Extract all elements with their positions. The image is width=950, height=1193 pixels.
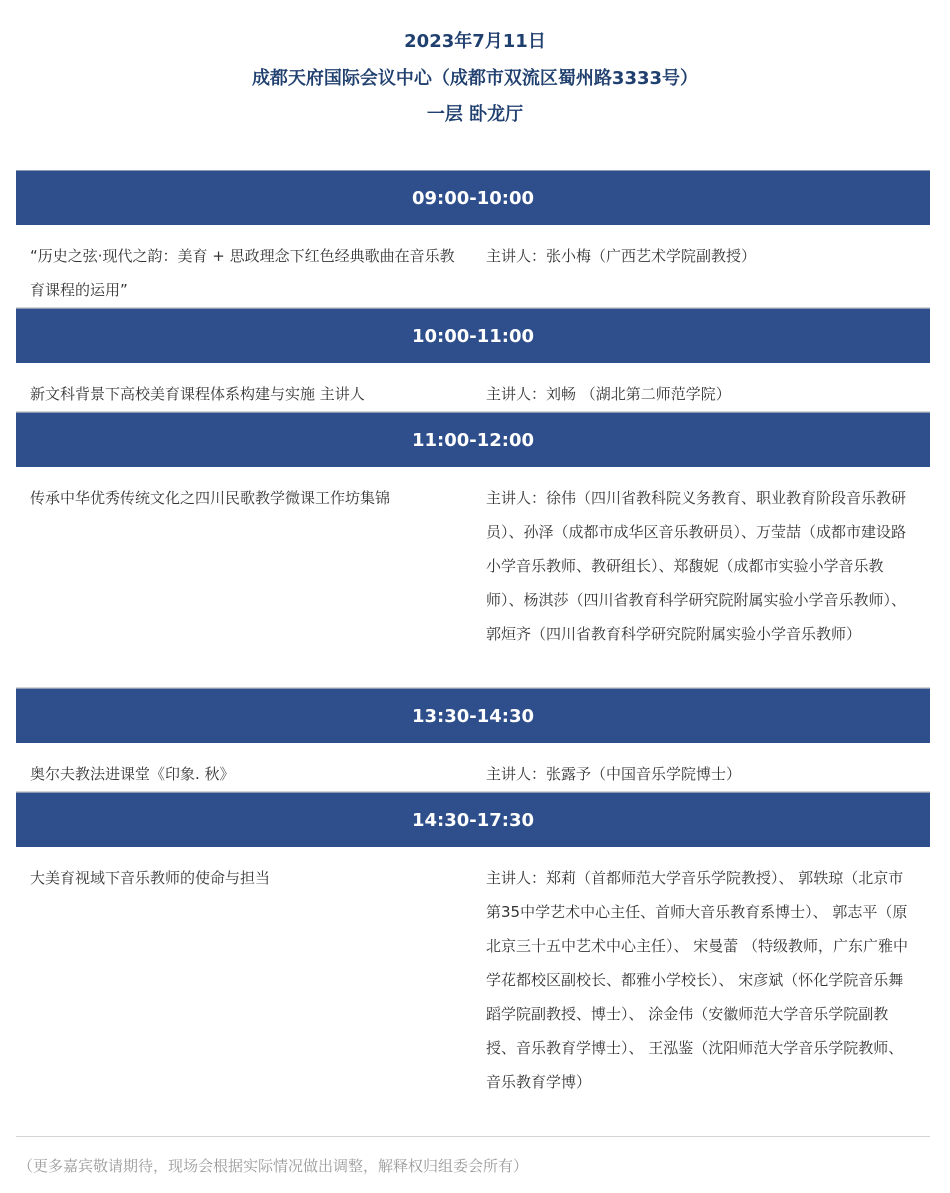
event-header [0, 0, 950, 126]
time-slot-bar: 14:30-17:30 [16, 792, 930, 847]
event-date: 2023年7月11日 [404, 31, 546, 52]
session-topic: 大美育视域下音乐教师的使命与担当 [30, 869, 271, 887]
session-row [16, 847, 930, 1137]
session-topic: “历史之弦·现代之韵：美育 + 思政理念下红色经典歌曲在音乐教育课程的运用” [30, 247, 455, 299]
session-speaker: 主讲人：张露予（中国音乐学院博士） [486, 765, 742, 783]
time-slot-bar: 11:00-12:00 [16, 412, 930, 467]
session-row [16, 363, 930, 412]
event-venue: 成都天府国际会议中心（成都市双流区蜀州路3333号） [251, 68, 699, 89]
session-speaker: 主讲人：刘畅 （湖北第二师范学院） [486, 385, 731, 403]
time-slot-bar: 13:30-14:30 [16, 688, 930, 743]
session-topic: 传承中华优秀传统文化之四川民歌教学微课工作坊集锦 [30, 489, 391, 507]
time-slot-bar: 10:00-11:00 [16, 308, 930, 363]
footer-note: （更多嘉宾敬请期待，现场会根据实际情况做出调整，解释权归组委会所有） [18, 1157, 529, 1175]
session-row [16, 225, 930, 308]
session-row [16, 743, 930, 792]
session-speaker: 主讲人：郑莉（首都师范大学音乐学院教授）、 郭轶琼（北京市第35中学艺术中心主任、首师大音乐教育系博士）、 郭志平（原北京三十五中艺术中心主任）、 宋曼蕾 （特级教师，广东广雅中学花都校区副校长、都雅小学校长）、 宋彦斌（怀化学院音乐舞蹈学院副教授、博士）、 涂金伟（安徽师范大学音乐学院副教授、音乐教育学博士）、 王泓鉴（沈阳师范大学音乐学院教师、音乐教育学博） [486, 869, 909, 1091]
session-speaker: 主讲人：徐伟（四川省教科院义务教育、职业教育阶段音乐教研员）、孙泽（成都市成华区音乐教研员）、万莹喆（成都市建设路小学音乐教师、教研组长）、郑馥妮（成都市实验小学音乐教师）、杨淇莎（四川省教育科学研究院附属实验小学音乐教师）、郭烜齐（四川省教育科学研究院附属实验小学音乐教师） [486, 489, 907, 643]
session-row [16, 467, 930, 688]
session-topic: 新文科背景下高校美育课程体系构建与实施 主讲人 [30, 385, 365, 403]
session-speaker: 主讲人：张小梅（广西艺术学院副教授） [486, 247, 757, 265]
schedule-table [16, 170, 930, 1137]
session-topic: 奥尔夫教法进课堂《印象. 秋》 [30, 765, 235, 783]
event-hall: 一层 卧龙厅 [426, 104, 524, 125]
time-slot-bar: 09:00-10:00 [16, 170, 930, 225]
